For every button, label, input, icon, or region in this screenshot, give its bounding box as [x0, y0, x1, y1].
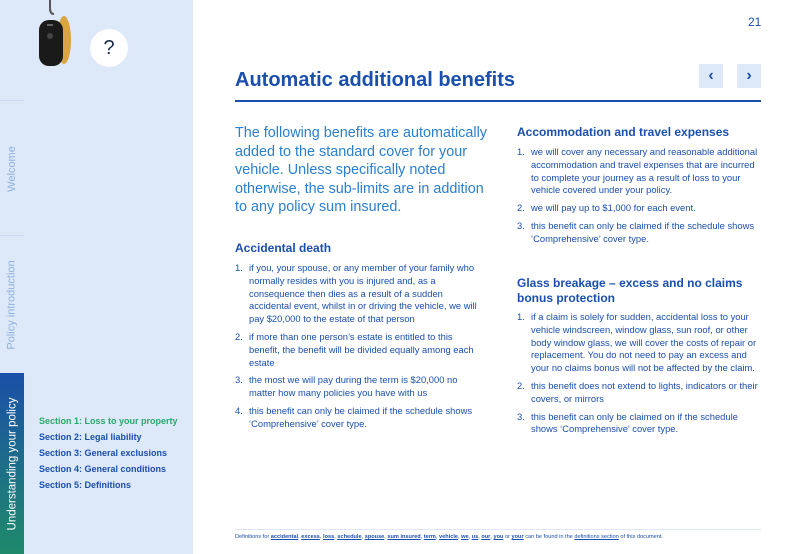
definition-link[interactable]: excess — [301, 534, 320, 540]
section-link-4[interactable]: Section 4: General conditions — [39, 464, 167, 474]
side-rail — [0, 0, 193, 554]
list-item: 3. this benefit can only be claimed on if the schedule shows ‘Comprehensive’ cover type. — [517, 410, 738, 435]
accidental-death-heading: Accidental death — [235, 241, 332, 255]
definition-link[interactable]: vehicle — [439, 534, 458, 540]
list-item: 2. we will pay up to $1,000 for each event. — [517, 202, 696, 214]
glass-breakage-heading: Glass breakage – excess and no claims bonus protection — [517, 276, 743, 305]
glass-breakage-list — [517, 311, 761, 441]
chevron-left-icon: ‹ — [708, 67, 714, 84]
page-number: 21 — [748, 15, 762, 29]
definitions-footer: Definitions for accidental, excess, loss, schedule, spouse, sum insured, term, vehicle, we, us, our, you or your can be found in the definitions section of this document. — [235, 534, 663, 540]
tab-welcome[interactable] — [0, 100, 24, 236]
section-link-3[interactable]: Section 3: General exclusions — [39, 448, 168, 458]
list-item: 1. we will cover any necessary and reasonable additional accommodation and travel expenses that are incurred to complete your journey as a result of loss to your vehicle covered under your policy. — [517, 146, 758, 196]
page-title: Automatic additional benefits — [235, 69, 516, 91]
footer-divider — [235, 529, 761, 530]
car-key-icon — [36, 0, 76, 70]
tab-policy-introduction[interactable] — [0, 235, 24, 374]
accommodation-list — [517, 146, 761, 251]
definition-link[interactable]: you — [493, 534, 504, 540]
definition-link[interactable]: your — [511, 534, 524, 540]
list-item: 3. this benefit can only be claimed if the schedule shows ‘Comprehensive’ cover type. — [517, 219, 755, 244]
list-item: 2. if more than one person’s estate is entitled to this benefit, the benefit will be divided equally among each estate — [235, 330, 474, 368]
list-item: 1. if a claim is solely for sudden, accidental loss to your vehicle windscreen, window glass, sun roof, or other body window glass, we will cover the costs of repair or replacement. You do not need to pay an excess and your no claims bonus will not be affected by the claim. — [517, 311, 757, 374]
prev-page-button[interactable] — [699, 64, 723, 88]
definition-link[interactable]: us — [471, 534, 479, 540]
tab-label: Policy introduction — [6, 260, 18, 350]
accommodation-heading: Accommodation and travel expenses — [517, 125, 730, 139]
list-item: 1. if you, your spouse, or any member of your family who normally resides with you is injured and, as a consequence then dies as a result of a sudden accidental event, whilst in or driving the vehicle, we will pay $20,000 to the estate of that person — [235, 262, 477, 325]
definition-link[interactable]: we — [461, 534, 469, 540]
next-page-button[interactable] — [737, 64, 761, 88]
section-link-2[interactable]: Section 2: Legal liability — [39, 432, 142, 442]
title-divider — [235, 100, 761, 102]
definition-link[interactable]: schedule — [337, 534, 362, 540]
list-item: 2. this benefit does not extend to lights, indicators or their covers, or mirrors — [517, 379, 758, 404]
definition-link[interactable]: loss — [323, 534, 335, 540]
definition-link[interactable]: sum insured — [387, 534, 421, 540]
definition-link[interactable]: accidental — [270, 534, 299, 540]
accidental-death-list — [235, 262, 480, 436]
tab-understanding-your-policy[interactable] — [0, 373, 24, 554]
intro-paragraph: The following benefits are automatically added to the standard cover for your vehicle. Unless specifically noted otherwise, the sub-limits are in addition to any policy sum insured. — [235, 125, 487, 215]
tab-label: Welcome — [6, 145, 18, 192]
definition-link[interactable]: spouse — [364, 534, 385, 540]
chevron-right-icon: › — [746, 67, 752, 84]
definition-link[interactable]: our — [481, 534, 491, 540]
list-item: 3. the most we will pay during the term is $20,000 no matter how many policies you have with us — [235, 374, 458, 399]
tab-label: Understanding your policy — [6, 397, 18, 530]
definitions-section-link[interactable]: definitions section — [574, 534, 619, 540]
definition-link[interactable]: term — [423, 534, 436, 540]
section-link-1[interactable]: Section 1: Loss to your property — [39, 416, 178, 426]
help-question-icon[interactable]: ? — [90, 29, 128, 67]
list-item: 4. this benefit can only be claimed if the schedule shows ‘Comprehensive’ cover type. — [235, 404, 473, 429]
section-list — [39, 413, 178, 493]
section-link-5[interactable]: Section 5: Definitions — [39, 480, 132, 490]
